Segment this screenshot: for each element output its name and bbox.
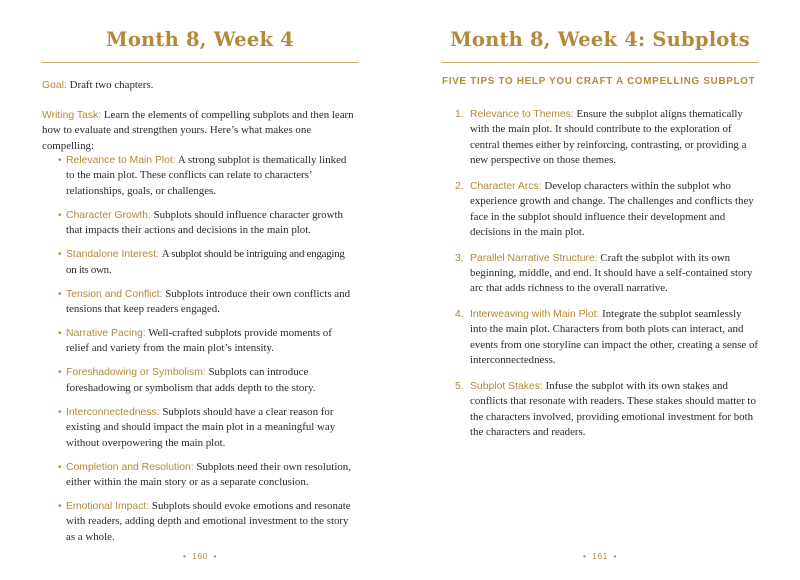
writing-task-paragraph xyxy=(42,108,360,154)
tip-text: Integrate the subplot seamlessly into the main plot. Characters from both plots can interact, and events from one storyline can impact the other, creating a sense of interconnectedness. xyxy=(470,308,759,367)
goal-label: Goal: xyxy=(42,80,67,91)
bullet-text: Subplots should evoke emotions and resonate with readers, adding depth and emotional investment to the story as a whole. xyxy=(66,500,351,543)
tip-text: Craft the subplot with its own beginning, middle, and end. It should have a self-contained story arc that adds richness to the overall narrative. xyxy=(470,251,753,295)
bullet-icon: • xyxy=(58,367,62,379)
bullet-label: Narrative Pacing: xyxy=(66,328,146,340)
list-item xyxy=(58,153,356,199)
title-divider xyxy=(42,62,358,63)
tip-label: Character Arcs: xyxy=(470,180,542,192)
list-item xyxy=(58,405,356,451)
goal-paragraph xyxy=(42,78,362,93)
writing-task-text: Learn the elements of compelling subplots and then learn how to evaluate and strengthen yours. Here’s what makes one compelling: xyxy=(42,109,354,152)
bullet-text: Subplots should have a clear reason for existing and should impact the main plot in a meaningful way without overpowering the main plot. xyxy=(66,405,336,449)
tip-number: 2. xyxy=(455,180,464,192)
list-item xyxy=(58,365,356,396)
tip-text: Infuse the subplot with its own stakes and conflicts that resonate with readers. These stakes should matter to the characters involved, providing emotional investment for both the characters and readers. xyxy=(470,379,756,439)
bullet-icon: • xyxy=(58,406,62,418)
page-number-value: 160 xyxy=(192,551,208,561)
bullet-label: Tension and Conflict: xyxy=(66,288,163,300)
bullet-text: A subplot should be intriguing and engaging on its own. xyxy=(66,248,345,276)
goal-text: Draft two chapters. xyxy=(69,79,154,91)
bullet-text: Subplots introduce their own conflicts and tensions that keep readers engaged. xyxy=(66,287,351,316)
tip-label: Parallel Narrative Structure: xyxy=(470,252,598,264)
list-item xyxy=(455,251,760,297)
page-number-value: 161 xyxy=(592,551,608,561)
tips-list xyxy=(455,107,760,451)
bullet-text: Well-crafted subplots provide moments of relief and variety from the main plot’s intensity. xyxy=(66,327,332,355)
bullet-icon: • xyxy=(58,328,62,340)
bullet-label: Completion and Resolution: xyxy=(66,461,194,473)
folio-ornament-left: • xyxy=(582,551,587,561)
title-divider xyxy=(442,62,758,63)
subplot-elements-list xyxy=(58,153,356,554)
list-item xyxy=(455,107,760,169)
bullet-icon: • xyxy=(58,155,62,166)
tip-label: Relevance to Themes: xyxy=(470,109,574,120)
tip-label: Subplot Stakes: xyxy=(470,380,543,392)
folio-ornament-right: • xyxy=(613,551,618,561)
page-number xyxy=(400,551,800,561)
bullet-label: Character Growth: xyxy=(66,209,151,221)
bullet-text: A strong subplot is thematically linked to the main plot. These conflicts can relate to characters’ relationships, goals, or challenges. xyxy=(66,154,347,197)
list-item xyxy=(58,208,356,239)
section-heading: FIVE TIPS TO HELP YOU CRAFT A COMPELLING SUBPLOT xyxy=(442,76,756,87)
bullet-icon: • xyxy=(58,501,62,513)
tip-label: Interweaving with Main Plot: xyxy=(470,309,600,321)
list-item xyxy=(455,179,760,241)
list-item xyxy=(58,499,356,545)
bullet-label: Relevance to Main Plot: xyxy=(66,155,176,166)
list-item xyxy=(58,460,356,491)
list-item xyxy=(455,379,760,441)
tip-number: 4. xyxy=(455,309,464,321)
bullet-label: Emotional Impact: xyxy=(66,501,150,513)
bullet-label: Standalone Interest: xyxy=(66,249,160,261)
tip-number: 5. xyxy=(455,380,464,392)
bullet-icon: • xyxy=(58,288,62,300)
tip-text: Develop characters within the subplot who experience growth and change. The challenges and conflicts they face in the subplot should influence their development and decisions in the main plot. xyxy=(470,179,754,239)
bullet-label: Foreshadowing or Symbolism: xyxy=(66,367,206,379)
list-item xyxy=(58,326,356,357)
tip-text: Ensure the subplot aligns thematically with the main plot. It should contribute to the exploration of central themes either by reinforcing, contrasting, or providing a new perspective on those themes. xyxy=(470,108,747,167)
writing-task-label: Writing Task: xyxy=(42,110,102,121)
bullet-icon: • xyxy=(58,249,62,261)
bullet-icon: • xyxy=(58,461,62,473)
list-item xyxy=(58,287,356,318)
left-page-title: Month 8, Week 4 xyxy=(106,28,294,51)
bullet-icon: • xyxy=(58,209,62,221)
right-page xyxy=(400,0,800,580)
right-page-title: Month 8, Week 4: Subplots xyxy=(450,28,750,51)
bullet-label: Interconnectedness: xyxy=(66,406,160,418)
page-number xyxy=(0,551,400,561)
bullet-text: Subplots should influence character growth that impacts their actions and decisions in the main plot. xyxy=(66,208,343,237)
tip-number: 3. xyxy=(455,252,464,264)
folio-ornament-right: • xyxy=(213,551,218,561)
tip-number: 1. xyxy=(455,109,464,120)
folio-ornament-left: • xyxy=(182,551,187,561)
bullet-text: Subplots can introduce foreshadowing or symbolism that adds depth to the story. xyxy=(66,366,316,394)
list-item xyxy=(455,307,760,369)
bullet-text: Subplots need their own resolution, either within the main story or as a separate conclusion. xyxy=(66,460,351,489)
list-item xyxy=(58,247,356,278)
